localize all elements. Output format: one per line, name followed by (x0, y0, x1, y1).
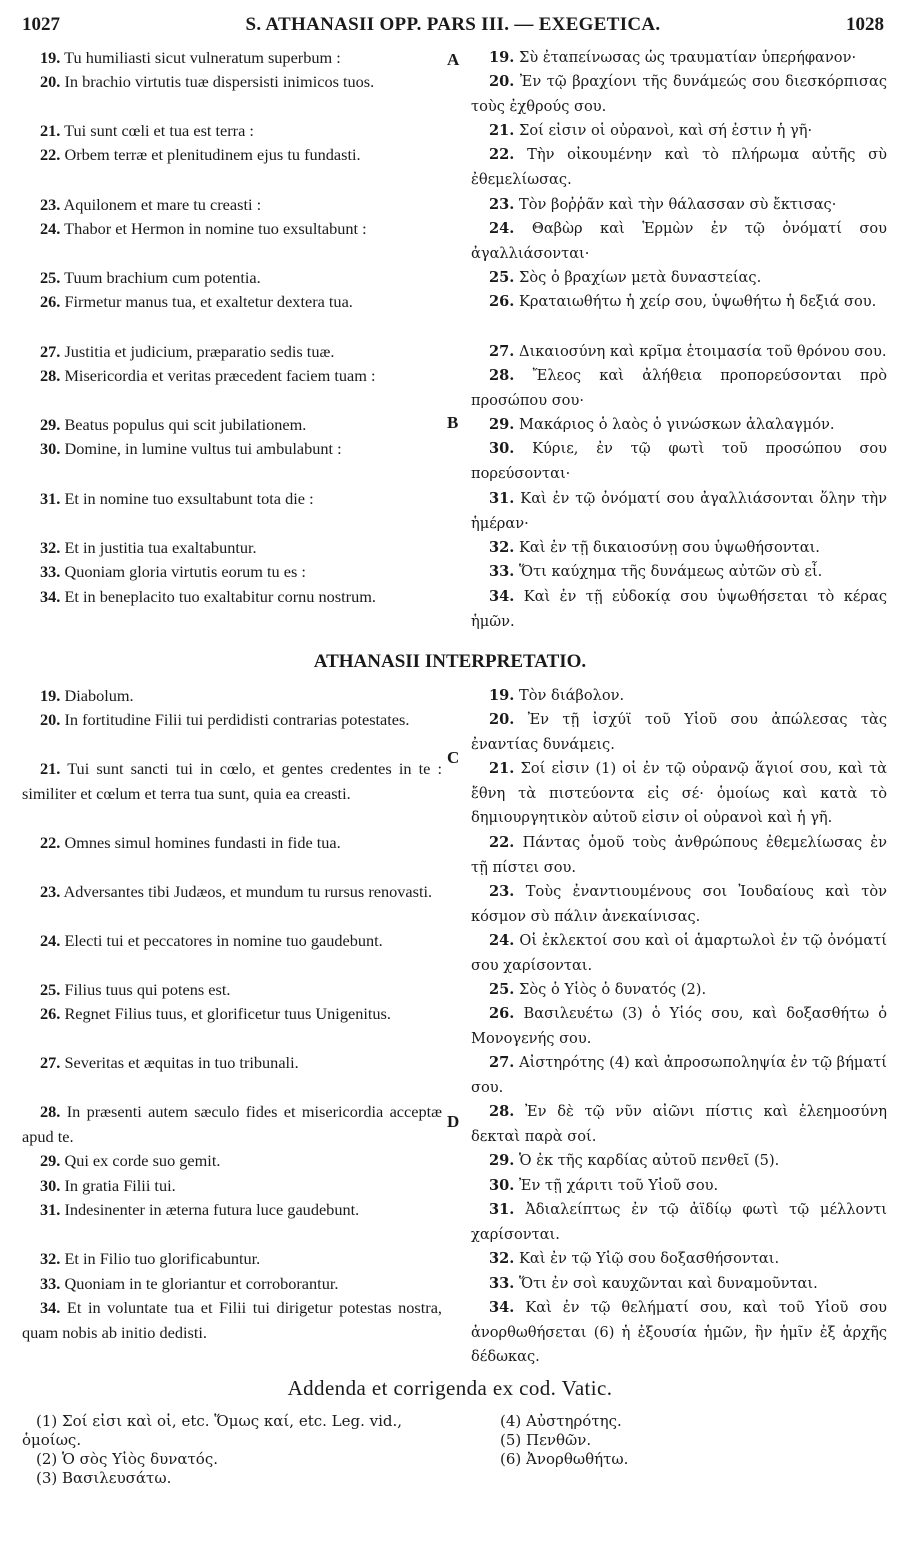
verse-text: Τοὺς ἐναντιουμένους σοι Ἰουδαίους καὶ τὸν κόσμον σὺ πάλιν ἀνεκαίνισας. (471, 883, 887, 925)
verse-text: Quoniam in te gloriantur et corroborantur. (64, 1274, 339, 1293)
verse-text: Καὶ ἐν τῷ θελήματί σου, καὶ τοῦ Υἱοῦ σου ἀνορθωθήσεται (6) ἡ ἐξουσία ἡμῶν, ἣν ἡμῖν ἐξ ἀρχῆς δέδωκας. (471, 1299, 887, 1365)
verse-text: Αἰστηρότης (4) καὶ ἀπροσωποληψία ἐν τῷ βήματί σου. (471, 1054, 887, 1096)
verse-text: Orbem terræ et plenitudinem ejus tu fundasti. (64, 145, 361, 164)
verse-number: 30. (489, 440, 515, 457)
verse-number: 28. (489, 367, 515, 384)
footnotes-right (486, 1412, 786, 1469)
verse (22, 1149, 442, 1174)
verse-text: Οἱ ἐκλεκτοί σου καὶ οἱ ἁμαρτωλοὶ ἐν τῷ ὀνόματί σου χαρίσονται. (471, 932, 888, 974)
verse-text: In præsenti autem sæculo fides et misericordia acceptæ apud te. (22, 1102, 442, 1146)
verse-text: Σοί εἰσιν οἱ οὐρανοὶ, καὶ σή ἐστιν ἡ γῆ· (519, 122, 813, 139)
verse (471, 1100, 887, 1149)
verse (22, 929, 442, 954)
verse-text: Βασιλευέτω (3) ὁ Υἱός σου, καὶ δοξασθήτω ὁ Μονογενής σου. (471, 1005, 888, 1047)
verse (471, 290, 887, 315)
verse-number: 19. (40, 686, 61, 705)
verse-number: 34. (40, 587, 61, 606)
verse-text: Omnes simul homines fundasti in fide tua. (64, 833, 341, 852)
margin-marker-d: D (447, 1112, 460, 1131)
verse (471, 757, 887, 831)
verse-number: 34. (489, 1299, 515, 1316)
verse (471, 929, 887, 978)
verse-text: Et in beneplacito tuo exaltabitur cornu nostrum. (64, 587, 376, 606)
page-header (22, 14, 884, 40)
verse-number: 27. (40, 1053, 61, 1072)
verse-number: 24. (489, 932, 515, 949)
verse-text: In brachio virtutis tuæ dispersisti inimicos tuos. (64, 72, 375, 91)
verse (471, 831, 887, 880)
verse (471, 536, 887, 561)
verse-text: Et in nomine tuo exsultabunt tota die : (64, 489, 314, 508)
verse (471, 585, 887, 634)
verse (22, 831, 442, 856)
verse-number: 22. (489, 146, 515, 163)
verse-number: 33. (489, 563, 515, 580)
verse-number: 26. (489, 293, 515, 310)
verse-text: Καὶ ἐν τῇ δικαιοσύνῃ σου ὑψωθήσονται. (519, 539, 820, 556)
verse-number: 34. (489, 588, 515, 605)
verse-number: 22. (489, 834, 515, 851)
verse (22, 757, 442, 806)
verse-number: 28. (40, 1102, 61, 1121)
verse (22, 364, 442, 389)
verse (22, 1272, 442, 1297)
verse-number: 30. (489, 1177, 515, 1194)
verse (22, 880, 442, 905)
verse-text: Καὶ ἐν τῇ εὐδοκίᾳ σου ὑψωθήσεται τὸ κέρας ἡμῶν. (471, 588, 887, 630)
verse-number: 19. (40, 48, 61, 67)
verse-number: 21. (40, 121, 61, 140)
verse-number: 23. (489, 196, 515, 213)
verse-number: 31. (40, 1200, 61, 1219)
verse (22, 978, 442, 1003)
verse (471, 1296, 887, 1370)
verse-text: Tui sunt sancti tui in cœlo, et gentes credentes in te : similiter et cœlum et terra tua sunt, quia ea creasti. (22, 759, 442, 803)
verse-text: In fortitudine Filii tui perdidisti contrarias potestates. (64, 710, 410, 729)
verse-text: Filius tuus qui potens est. (64, 980, 231, 999)
verse-number: 24. (40, 219, 61, 238)
verse (22, 1051, 442, 1076)
verse (471, 340, 887, 365)
verse-text: Misericordia et veritas præcedent faciem tuam : (64, 366, 376, 385)
verse-number: 28. (40, 366, 61, 385)
verse (471, 193, 887, 218)
verse (22, 1296, 442, 1345)
verse (471, 364, 887, 413)
verse-text: Et in justitia tua exaltabuntur. (64, 538, 257, 557)
verse (471, 560, 887, 585)
verse (471, 684, 887, 709)
verse-text: Regnet Filius tuus, et glorificetur tuus Unigenitus. (64, 1004, 391, 1023)
verse-number: 30. (40, 1176, 61, 1195)
verse-text: Σὸς ὁ Υἱὸς ὁ δυνατός (2). (519, 981, 707, 998)
verse-text: Tuum brachium cum potentia. (64, 268, 261, 287)
verse-number: 31. (40, 489, 61, 508)
verse (471, 217, 887, 266)
verse-number: 19. (489, 49, 515, 66)
verse-text: In gratia Filii tui. (64, 1176, 176, 1195)
verse-number: 26. (489, 1005, 515, 1022)
verse-number: 23. (40, 195, 61, 214)
verse-text: Et in Filio tuo glorificabuntur. (64, 1249, 261, 1268)
verse-number: 22. (40, 145, 61, 164)
verse (471, 708, 887, 757)
footnote: (5) Πενθῶν. (500, 1431, 592, 1449)
verse-number: 29. (489, 416, 515, 433)
verse-number: 19. (489, 687, 515, 704)
verse-text: Beatus populus qui scit jubilationem. (64, 415, 307, 434)
verse-text: Qui ex corde suo gemit. (64, 1151, 221, 1170)
verse (22, 1247, 442, 1272)
verse (471, 1002, 887, 1051)
verse-number: 24. (40, 931, 61, 950)
verse (471, 1198, 887, 1247)
footnote: (3) Βασιλευσάτω. (36, 1469, 172, 1487)
verse (22, 536, 442, 561)
verse-number: 25. (489, 981, 515, 998)
verse-number: 29. (40, 415, 61, 434)
verse (22, 437, 442, 462)
verse-number: 27. (489, 1054, 515, 1071)
verse-number: 20. (40, 72, 61, 91)
verse (22, 217, 442, 242)
verse-number: 31. (489, 1201, 515, 1218)
verse-text: Ἐν τῷ βραχίονι τῆς δυνάμεώς σου διεσκόρπισας τοὺς ἐχθρούς σου. (471, 73, 887, 115)
verse-text: Κύριε, ἐν τῷ φωτὶ τοῦ προσώπου σου πορεύσονται· (471, 440, 887, 482)
verse (22, 413, 442, 438)
verse-number: 32. (489, 1250, 515, 1267)
margin-marker-a: A (447, 50, 460, 69)
verse-text: Σὸς ὁ βραχίων μετὰ δυναστείας. (519, 269, 762, 286)
verse-number: 29. (40, 1151, 61, 1170)
verse-text: Πάντας ὁμοῦ τοὺς ἀνθρώπους ἐθεμελίωσας ἐν τῇ πίστει σου. (471, 834, 887, 876)
verse (471, 413, 887, 438)
verse (22, 585, 442, 610)
verse (22, 340, 442, 365)
verse-number: 20. (489, 73, 515, 90)
page-number-left: 1027 (22, 14, 60, 35)
verse (22, 1002, 442, 1027)
verse-text: Θαβὼρ καὶ Ἑρμὼν ἐν τῷ ὀνόματί σου ἀγαλλιάσονται· (471, 220, 888, 262)
verse-text: Aquilonem et mare tu creasti : (63, 195, 262, 214)
verse-number: 25. (489, 269, 515, 286)
verse (471, 119, 887, 144)
verse-text: Adversantes tibi Judæos, et mundum tu rursus renovasti. (63, 882, 433, 901)
verse-text: Σὺ ἐταπείνωσας ὡς τραυματίαν ὑπερήφανον· (519, 49, 857, 66)
verse (471, 1051, 887, 1100)
footnote: (2) Ὁ σὸς Υἱὸς δυνατός. (36, 1450, 218, 1468)
verse-number: 33. (40, 1274, 61, 1293)
verse-text: Μακάριος ὁ λαὸς ὁ γινώσκων ἀλαλαγμόν. (519, 416, 835, 433)
verse (22, 193, 442, 218)
verse-number: 32. (489, 539, 515, 556)
verse-text: Et in voluntate tua et Filii tui dirigetur potestas nostra, quam nobis ab initio dedisti. (22, 1298, 442, 1342)
verse-number: 32. (40, 1249, 61, 1268)
verse (471, 1149, 887, 1174)
verse-text: Ὅτι καύχημα τῆς δυνάμεως αὐτῶν σὺ εἶ. (519, 563, 823, 580)
verse (22, 487, 442, 512)
verse-text: Τὸν διάβολον. (519, 687, 625, 704)
footnote: (1) Σοί εἰσι καὶ οἱ, etc. Ὅμως καί, etc. Leg. vid., ὁμοίως. (22, 1412, 403, 1449)
running-title: S. ATHANASII OPP. PARS III. — EXEGETICA. (245, 14, 661, 35)
verse-text: Καὶ ἐν τῷ ὀνόματί σου ἀγαλλιάσονται ὅλην τὴν ἡμέραν· (471, 490, 888, 532)
verse-text: Ἐν τῇ ἰσχύϊ τοῦ Υἱοῦ σου ἀπώλεσας τὰς ἐναντίας δυνάμεις. (471, 711, 887, 753)
verse (22, 1198, 442, 1223)
verse (471, 266, 887, 291)
verse-text: Ἐν τῇ χάριτι τοῦ Υἱοῦ σου. (519, 1177, 719, 1194)
margin-marker-c: C (447, 748, 460, 767)
verse-text: Diabolum. (64, 686, 134, 705)
verse-number: 29. (489, 1152, 515, 1169)
verse-number: 25. (40, 980, 61, 999)
verse (22, 1100, 442, 1149)
verse-number: 31. (489, 490, 515, 507)
verse-text: Electi tui et peccatores in nomine tuo gaudebunt. (64, 931, 383, 950)
verse-text: Ἀδιαλείπτως ἐν τῷ ἀϊδίῳ φωτὶ τῷ μέλλοντι χαρίσονται. (471, 1201, 887, 1243)
verse-number: 26. (40, 292, 61, 311)
verse (471, 880, 887, 929)
verse (471, 143, 887, 192)
verse-number: 32. (40, 538, 61, 557)
verse-number: 23. (40, 882, 61, 901)
verse-number: 21. (489, 760, 515, 777)
verse-number: 20. (489, 711, 515, 728)
footnotes-left (22, 1412, 452, 1488)
verse (471, 437, 887, 486)
verse (471, 487, 887, 536)
addenda-heading: Addenda et corrigenda ex cod. Vatic. (287, 1376, 613, 1400)
verse-number: 26. (40, 1004, 61, 1023)
verse (22, 684, 442, 709)
verse-text: Ἐν δὲ τῷ νῦν αἰῶνι πίστις καὶ ἐλεημοσύνη δεκταὶ παρὰ σοί. (471, 1103, 887, 1145)
footnote: (6) Ἀνορθωθήτω. (500, 1450, 629, 1468)
verse-text: Τὴν οἰκουμένην καὶ τὸ πλήρωμα αὐτῆς σὺ ἐθεμελίωσας. (471, 146, 888, 188)
verse-text: Thabor et Hermon in nomine tuo exsultabunt : (64, 219, 367, 238)
verse (22, 46, 442, 71)
verse (471, 1174, 887, 1199)
verse-number: 22. (40, 833, 61, 852)
verse (22, 560, 442, 585)
verse (471, 1247, 887, 1272)
verse-text: Ἔλεος καὶ ἀλήθεια προπορεύσονται πρὸ προσώπου σου· (471, 367, 887, 409)
verse (22, 290, 442, 315)
verse-number: 25. (40, 268, 61, 287)
verse (22, 708, 442, 733)
verse-number: 23. (489, 883, 515, 900)
verse-text: Κραταιωθήτω ἡ χείρ σου, ὑψωθήτω ἡ δεξιά σου. (519, 293, 877, 310)
verse-number: 27. (40, 342, 61, 361)
verse (471, 46, 887, 71)
verse-number: 20. (40, 710, 61, 729)
verse (22, 119, 442, 144)
verse-text: Καὶ ἐν τῷ Υἱῷ σου δοξασθήσονται. (519, 1250, 780, 1267)
verse-number: 33. (40, 562, 61, 581)
margin-marker-b: B (447, 413, 459, 432)
verse-number: 30. (40, 439, 61, 458)
verse-text: Domine, in lumine vultus tui ambulabunt : (64, 439, 342, 458)
verse-number: 27. (489, 343, 515, 360)
verse-text: Indesinenter in æterna futura luce gaudebunt. (64, 1200, 360, 1219)
footnote: (4) Αὐστηρότης. (500, 1412, 622, 1430)
verse (22, 1174, 442, 1199)
verse (22, 143, 442, 168)
verse-text: Δικαιοσύνη καὶ κρῖμα ἑτοιμασία τοῦ θρόνου σου. (519, 343, 887, 360)
verse-text: Ὁ ἐκ τῆς καρδίας αὐτοῦ πενθεῖ (5). (519, 1152, 780, 1169)
verse (471, 1272, 887, 1297)
interpretation-heading: ATHANASII INTERPRETATIO. (313, 651, 587, 672)
verse-number: 24. (489, 220, 515, 237)
verse-text: Firmetur manus tua, et exaltetur dextera tua. (64, 292, 353, 311)
verse-number: 33. (489, 1275, 515, 1292)
page-number-right: 1028 (846, 14, 884, 35)
verse-number: 34. (40, 1298, 61, 1317)
verse (22, 70, 442, 95)
verse-text: Severitas et æquitas in tuo tribunali. (64, 1053, 299, 1072)
verse-text: Tui sunt cœli et tua est terra : (64, 121, 254, 140)
verse (471, 70, 887, 119)
verse-number: 21. (40, 759, 61, 778)
verse-text: Τὸν βοῤῥᾶν καὶ τὴν θάλασσαν σὺ ἔκτισας· (519, 196, 837, 213)
verse-text: Ὅτι ἐν σοὶ καυχῶνται καὶ δυναμοῦνται. (519, 1275, 818, 1292)
verse (22, 266, 442, 291)
verse (471, 978, 887, 1003)
verse-number: 21. (489, 122, 515, 139)
verse-text: Σοί εἰσιν (1) οἱ ἐν τῷ οὐρανῷ ἅγιοί σου, καὶ τὰ ἔθνη τὰ πιστεύοντα εἰς σέ· ὁμοίως καὶ κατὰ τὸ δημιουργητικὸν αὐτοῦ εἰσιν οἱ οὐρανοὶ καὶ ἡ γῆ. (471, 760, 887, 826)
verse-text: Tu humiliasti sicut vulneratum superbum : (64, 48, 341, 67)
verse-text: Quoniam gloria virtutis eorum tu es : (64, 562, 306, 581)
verse-number: 28. (489, 1103, 515, 1120)
verse-text: Justitia et judicium, præparatio sedis tuæ. (64, 342, 335, 361)
